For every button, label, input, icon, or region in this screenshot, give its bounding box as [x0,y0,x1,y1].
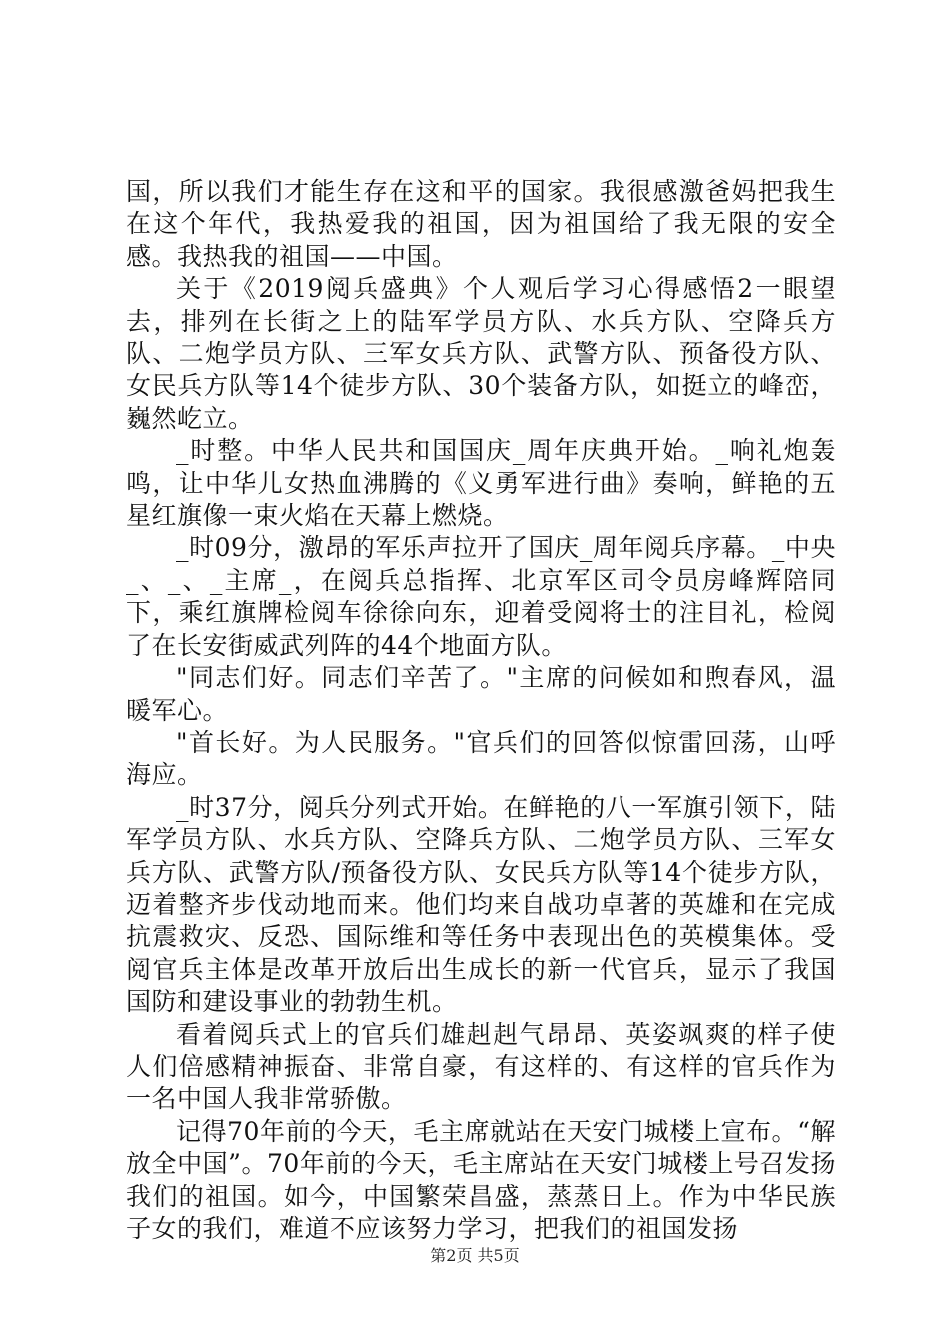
paragraph: _时37分，阅兵分列式开始。在鲜艳的八一军旗引领下，陆军学员方队、水兵方队、空降兵方队、二炮学员方队、三军女兵方队、武警方队/预备役方队、女民兵方队等14个徒步方队，迈着整齐步伐动地而来。他们均来自战功卓著的英雄和在完成抗震救灾、反恐、国际维和等任务中表现出色的英模集体。受阅官兵主体是改革开放后出生成长的新一代官兵，显示了我国国防和建设事业的勃勃生机。 [126,792,836,1017]
paragraph: 记得70年前的今天，毛主席就站在天安门城楼上宣布。“解放全中国”。70年前的今天，毛主席站在天安门城楼上号召发扬我们的祖国。如今，中国繁荣昌盛，蒸蒸日上。作为中华民族子女的我们，难道不应该努力学习，把我们的祖国发扬 [126,1116,836,1243]
paragraph-continuation: 国，所以我们才能生存在这和平的国家。我很感激爸妈把我生在这个年代，我热爱我的祖国，因为祖国给了我无限的安全感。我热我的祖国——中国。 [126,177,836,271]
document-body [126,176,836,1245]
paragraph: 看着阅兵式上的官兵们雄赳赳气昂昂、英姿飒爽的样子使人们倍感精神振奋、非常自豪，有这样的、有这样的官兵作为一名中国人我非常骄傲。 [126,1019,836,1114]
page-number-footer: 第2页 共5页 [430,1246,520,1265]
paragraph: "同志们好。同志们辛苦了。"主席的问候如和煦春风，温暖军心。 [126,663,836,725]
paragraph: 关于《2019阅兵盛典》个人观后学习心得感悟2一眼望去，排列在长街之上的陆军学员方队、水兵方队、空降兵方队、二炮学员方队、三军女兵方队、武警方队、预备役方队、女民兵方队等14个徒步方队、30个装备方队，如挺立的峰峦，巍然屹立。 [126,274,836,433]
paragraph: _时09分，激昂的军乐声拉开了国庆_周年阅兵序幕。_中央_、_、_主席_，在阅兵总指挥、北京军区司令员房峰辉陪同下，乘红旗牌检阅车徐徐向东，迎着受阅将士的注目礼，检阅了在长安街威武列阵的44个地面方队。 [126,533,836,660]
paragraph: "首长好。为人民服务。"官兵们的回答似惊雷回荡，山呼海应。 [126,727,836,790]
paragraph: _时整。中华人民共和国国庆_周年庆典开始。_响礼炮轰鸣，让中华儿女热血沸腾的《义勇军进行曲》奏响，鲜艳的五星红旗像一束火焰在天幕上燃烧。 [126,436,836,531]
